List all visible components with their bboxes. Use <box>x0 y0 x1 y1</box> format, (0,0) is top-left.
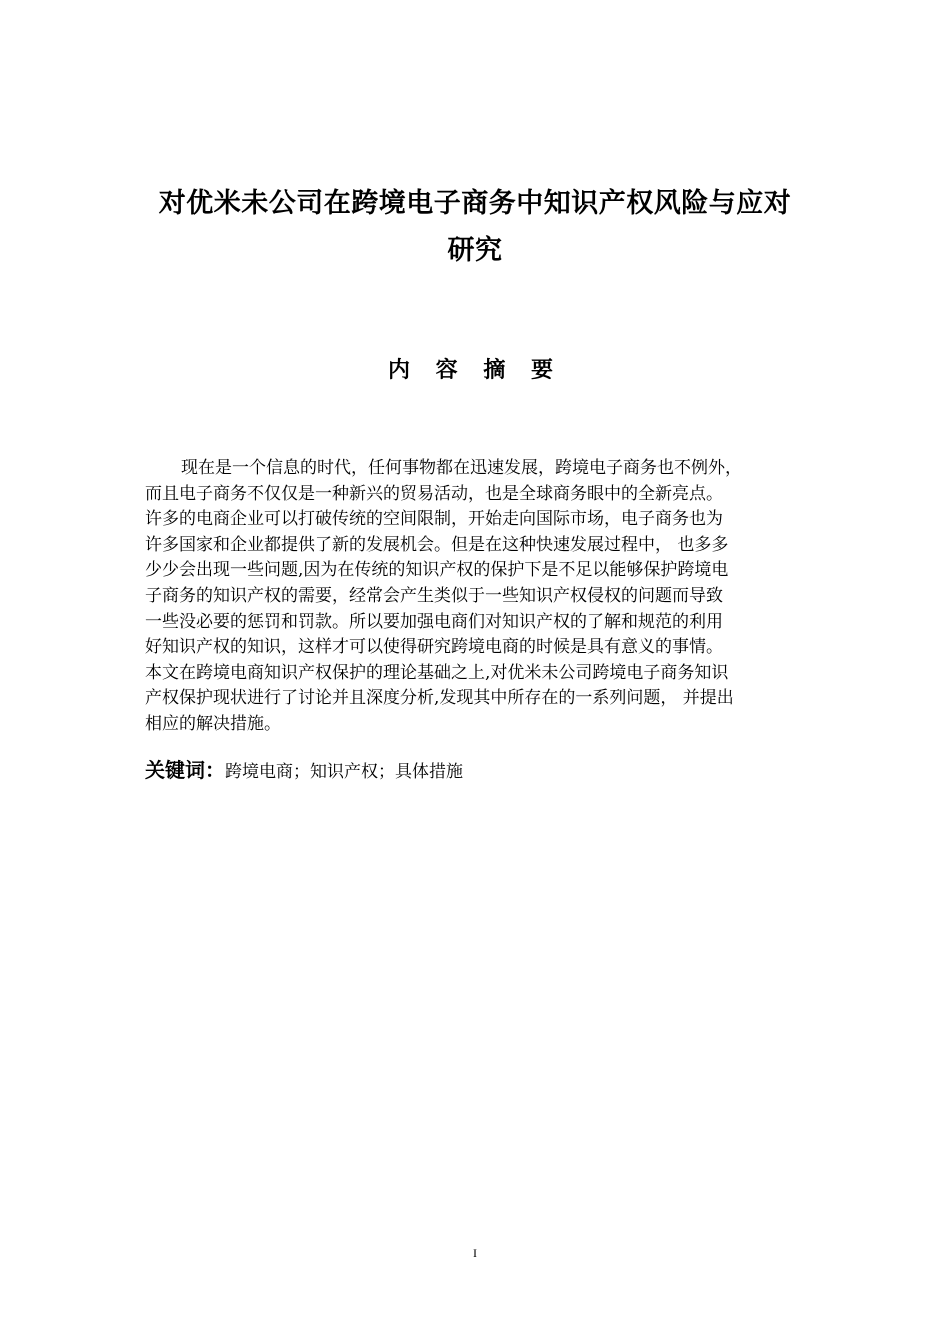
title-line-2: 研究 <box>447 235 503 266</box>
abstract-body <box>145 456 807 738</box>
abstract-line: 产权保护现状进行了讨论并且深度分析,发现其中所存在的一系列问题， 并提出 <box>145 688 734 709</box>
keywords-row <box>145 756 463 786</box>
abstract-line: 好知识产权的知识，这样才可以使得研究跨境电商的时候是具有意义的事情。 <box>145 637 723 658</box>
abstract-line: 许多的电商企业可以打破传统的空间限制，开始走向国际市场，电子商务也为 <box>145 509 723 530</box>
keywords-colon: ： <box>205 758 225 782</box>
keywords-label: 关键词 <box>145 758 205 782</box>
abstract-line: 相应的解决措施。 <box>145 713 281 734</box>
page-number: I <box>473 1246 477 1260</box>
abstract-heading: 内 容 摘 要 <box>388 358 562 383</box>
abstract-line: 一些没必要的惩罚和罚款。所以要加强电商们对知识产权的了解和规范的利用 <box>145 611 723 632</box>
abstract-line: 本文在跨境电商知识产权保护的理论基础之上,对优米未公司跨境电子商务知识 <box>145 662 729 683</box>
abstract-line: 而且电子商务不仅仅是一种新兴的贸易活动，也是全球商务眼中的全新亮点。 <box>145 483 723 504</box>
title-line-1: 对优米未公司在跨境电子商务中知识产权风险与应对 <box>158 188 792 219</box>
abstract-line: 子商务的知识产权的需要，经常会产生类似于一些知识产权侵权的问题而导致 <box>145 585 723 606</box>
abstract-line: 少少会出现一些问题,因为在传统的知识产权的保护下是不足以能够保护跨境电 <box>145 560 729 581</box>
document-title <box>130 180 820 274</box>
abstract-line: 现在是一个信息的时代，任何事物都在迅速发展，跨境电子商务也不例外， <box>181 458 742 478</box>
abstract-line: 许多国家和企业都提供了新的发展机会。但是在这种快速发展过程中， 也多多 <box>145 534 729 555</box>
keywords-value: 跨境电商；知识产权；具体措施 <box>225 762 463 782</box>
